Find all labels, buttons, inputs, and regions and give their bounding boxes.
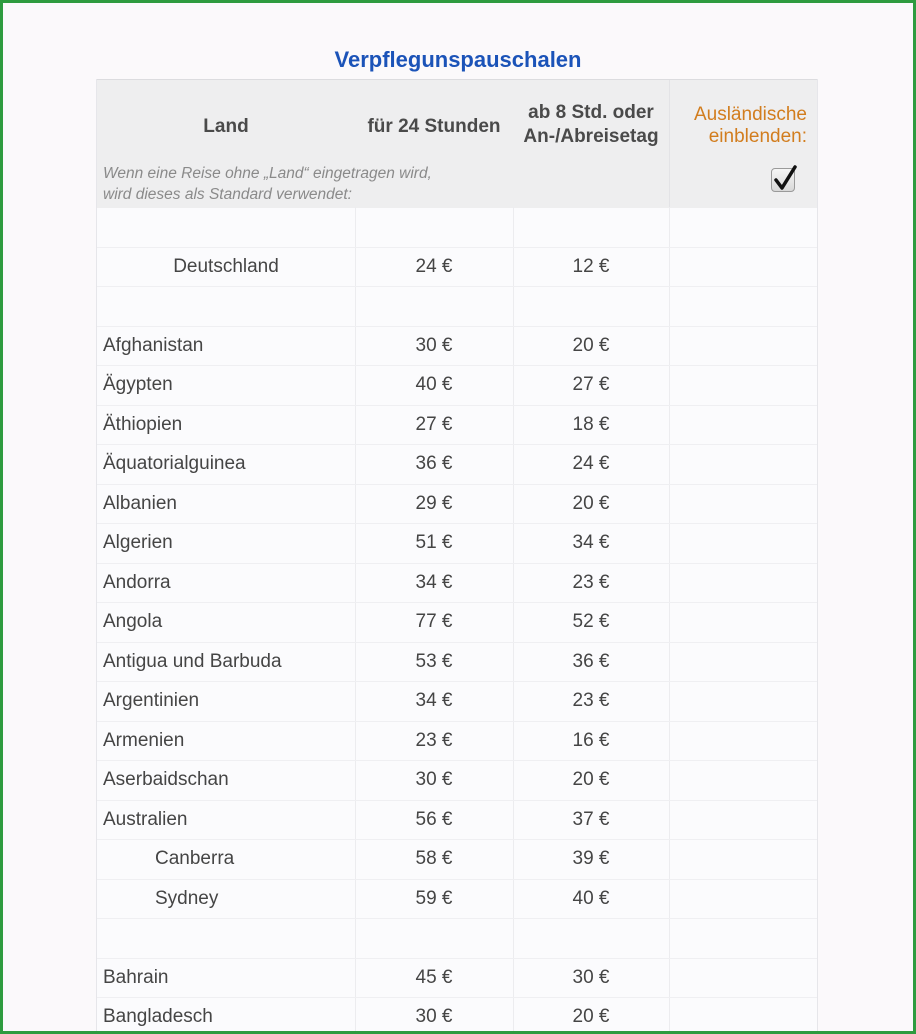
rate-24h: 36 € [415, 453, 453, 474]
rate-8h: 20 € [572, 1006, 610, 1027]
rate-24h: 56 € [415, 808, 453, 830]
country-name: Antigua und Barbuda [103, 650, 282, 672]
checkmark-icon [771, 163, 799, 193]
show-foreign-label [669, 104, 817, 148]
country-name: Ägypten [103, 374, 173, 395]
window-frame [3, 3, 913, 1031]
rate-8h: 23 € [572, 571, 610, 593]
rate-8h: 40 € [572, 887, 610, 909]
country-name: Afghanistan [103, 334, 204, 356]
header-8h-line2: An-/Abreisetag [523, 126, 659, 147]
table-row[interactable] [97, 721, 817, 762]
rate-24h: 53 € [415, 650, 453, 672]
spacer-row [97, 207, 817, 248]
table-row[interactable] [97, 997, 817, 1031]
country-name: Armenien [103, 729, 185, 751]
header-24h: für 24 Stunden [367, 116, 501, 137]
default-country-note [103, 163, 503, 205]
rate-24h: 29 € [415, 492, 453, 514]
rate-8h: 39 € [572, 848, 610, 869]
rate-8h: 20 € [572, 769, 610, 790]
rate-24h: 51 € [415, 532, 453, 553]
table-row[interactable] [97, 839, 817, 880]
table-row[interactable] [97, 681, 817, 722]
rate-24h: 30 € [415, 769, 453, 790]
country-name: Deutschland [173, 255, 279, 277]
rate-24h: 34 € [415, 690, 453, 711]
spacer-row [97, 286, 817, 327]
country-name: Algerien [103, 532, 173, 553]
rate-24h: 24 € [415, 255, 453, 277]
table-row[interactable] [97, 958, 817, 999]
default-country-row[interactable] [97, 247, 817, 288]
header-land: Land [203, 116, 249, 137]
allowance-table [96, 79, 818, 1031]
table-row[interactable] [97, 563, 817, 604]
note-line1: Wenn eine Reise ohne „Land“ eingetragen wird, [103, 165, 432, 182]
rate-24h: 77 € [415, 611, 453, 632]
rate-24h: 30 € [415, 1006, 453, 1027]
table-row[interactable] [97, 602, 817, 643]
rate-8h: 30 € [572, 966, 610, 988]
rate-24h: 27 € [415, 413, 453, 435]
rate-24h: 40 € [415, 374, 453, 395]
rate-24h: 45 € [415, 966, 453, 988]
country-name: Albanien [103, 492, 177, 514]
spacer-row [97, 918, 817, 959]
rate-8h: 18 € [572, 413, 610, 435]
table-header [97, 79, 817, 208]
country-name: Äthiopien [103, 413, 183, 435]
header-8h-line1: ab 8 Std. oder [528, 102, 654, 123]
rate-8h: 27 € [572, 374, 610, 395]
show-foreign-line2: einblenden: [708, 126, 807, 147]
rate-8h: 36 € [572, 650, 610, 672]
rate-8h: 52 € [572, 611, 610, 632]
rate-24h: 34 € [415, 571, 453, 593]
rate-24h: 23 € [415, 729, 453, 751]
table-row[interactable] [97, 523, 817, 564]
country-name: Argentinien [103, 690, 200, 711]
table-row[interactable] [97, 642, 817, 683]
rate-8h: 12 € [572, 255, 610, 277]
rate-24h: 58 € [415, 848, 453, 869]
country-name: Äquatorialguinea [103, 453, 246, 474]
rate-8h: 24 € [572, 453, 610, 474]
country-name: Aserbaidschan [103, 769, 229, 790]
country-name: Sydney [155, 887, 219, 909]
country-name: Canberra [155, 848, 235, 869]
rate-8h: 23 € [572, 690, 610, 711]
table-row[interactable] [97, 365, 817, 406]
rate-24h: 30 € [415, 334, 453, 356]
note-line2: wird dieses als Standard verwendet: [103, 186, 352, 203]
header-8h [513, 101, 669, 149]
country-name: Bangladesch [103, 1006, 213, 1027]
table-row[interactable] [97, 484, 817, 525]
rate-8h: 20 € [572, 492, 610, 514]
country-name: Australien [103, 808, 188, 830]
country-name: Angola [103, 611, 163, 632]
table-row[interactable] [97, 444, 817, 485]
show-foreign-checkbox[interactable] [771, 168, 795, 192]
rate-8h: 34 € [572, 532, 610, 553]
show-foreign-line1: Ausländische [693, 104, 807, 125]
table-row[interactable] [97, 879, 817, 920]
rate-8h: 16 € [572, 729, 610, 751]
table-row[interactable] [97, 405, 817, 446]
table-row[interactable] [97, 326, 817, 367]
table-row[interactable] [97, 800, 817, 841]
rate-8h: 20 € [572, 334, 610, 356]
rate-8h: 37 € [572, 808, 610, 830]
country-name: Andorra [103, 571, 171, 593]
country-name: Bahrain [103, 966, 169, 988]
page-title: Verpflegunspauschalen [334, 47, 582, 72]
rate-24h: 59 € [415, 887, 453, 909]
table-row[interactable] [97, 760, 817, 801]
